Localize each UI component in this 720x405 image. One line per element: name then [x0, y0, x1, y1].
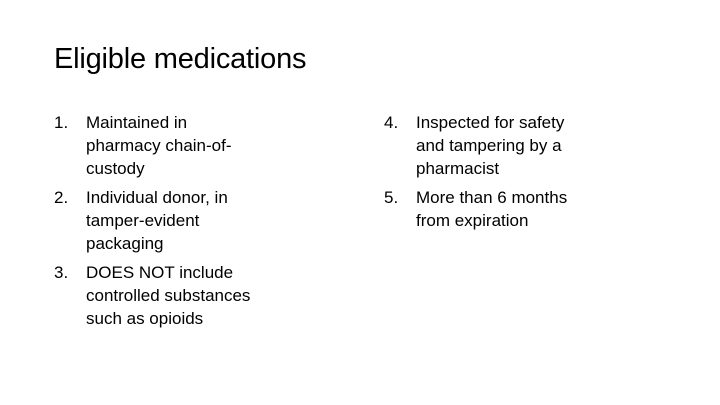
slide-title: Eligible medications — [54, 43, 307, 75]
list-item-text: Individual donor, in tamper-evident packaging — [86, 188, 228, 253]
list-item-text: More than 6 months from expiration — [416, 188, 568, 230]
list-item-number: 2. — [54, 188, 69, 207]
list-item-text: Inspected for safety and tampering by a pharmacist — [416, 113, 565, 178]
left-column-list — [54, 111, 334, 336]
list-item-text: DOES NOT include controlled substances such as opioids — [86, 263, 251, 328]
list-item-number: 5. — [384, 188, 399, 207]
list-item-text: Maintained in pharmacy chain-of- custody — [86, 113, 232, 178]
list-item-number: 4. — [384, 113, 399, 132]
list-item — [54, 186, 334, 255]
list-item-number: 3. — [54, 263, 69, 282]
list-item — [384, 111, 664, 180]
list-item-number: 1. — [54, 113, 69, 132]
list-item — [54, 261, 334, 330]
right-column-list — [384, 111, 664, 238]
list-item — [54, 111, 334, 180]
list-item — [384, 186, 664, 232]
